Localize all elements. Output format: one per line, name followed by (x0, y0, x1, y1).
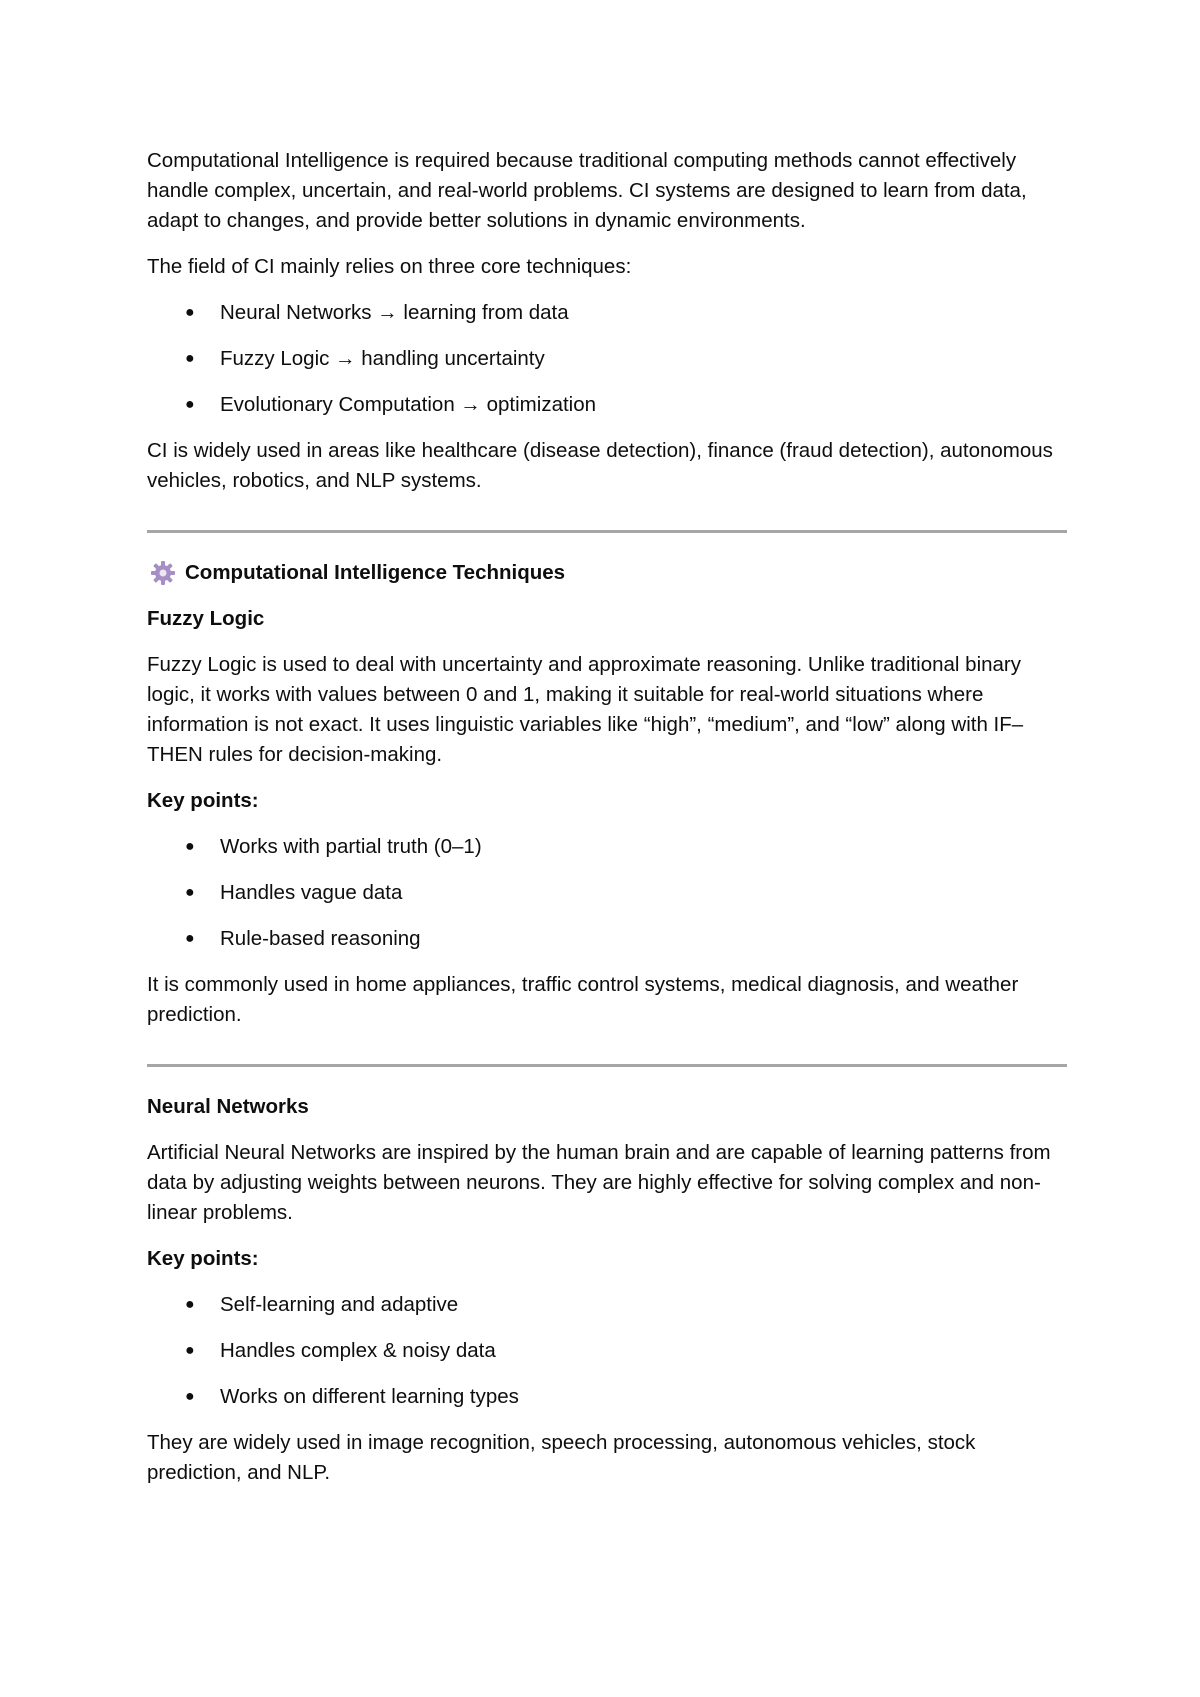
bullet-icon: ● (185, 304, 195, 321)
list-item-text: Handles complex & noisy data (220, 1339, 496, 1362)
section-divider (147, 530, 1067, 533)
neural-networks-heading: Neural Networks (147, 1095, 309, 1118)
bullet-icon: ● (185, 838, 195, 855)
list-item (147, 1290, 1067, 1320)
list-item (147, 832, 1067, 862)
core-techniques-list (147, 298, 1067, 420)
fuzzy-key-points-list (147, 832, 1067, 954)
bullet-icon: ● (185, 930, 195, 947)
list-item-text: Fuzzy Logic → handling uncertainty (220, 347, 545, 370)
list-item-text: Self-learning and adaptive (220, 1293, 459, 1316)
list-item (147, 1382, 1067, 1412)
list-item-text: Neural Networks → learning from data (220, 301, 569, 324)
intro-techniques-lead: The field of CI mainly relies on three core techniques: (147, 255, 632, 278)
neural-key-points-list (147, 1290, 1067, 1412)
list-item-text: Works with partial truth (0–1) (220, 835, 482, 858)
list-item (147, 878, 1067, 908)
list-item (147, 344, 1067, 374)
list-item-text: Handles vague data (220, 881, 403, 904)
gear-icon (150, 560, 176, 586)
intro-paragraph: Computational Intelligence is required because traditional computing methods cannot effectively handle complex, uncertain, and real-world problems. CI systems are designed to learn from data, adapt to changes, and provide better solutions in dynamic environments. (147, 149, 1027, 232)
list-item-text: Rule-based reasoning (220, 927, 421, 950)
list-item-text: Works on different learning types (220, 1385, 519, 1408)
bullet-icon: ● (185, 1296, 195, 1313)
bullet-icon: ● (185, 1388, 195, 1405)
list-item (147, 390, 1067, 420)
list-item (147, 298, 1067, 328)
neural-key-points-label: Key points: (147, 1247, 259, 1270)
fuzzy-logic-heading: Fuzzy Logic (147, 607, 265, 630)
bullet-icon: ● (185, 884, 195, 901)
fuzzy-applications-paragraph: It is commonly used in home appliances, traffic control systems, medical diagnosis, and weather prediction. (147, 973, 1019, 1026)
document-page (147, 146, 1067, 1488)
intro-applications-paragraph: CI is widely used in areas like healthcare (disease detection), finance (fraud detection), autonomous vehicles, robotics, and NLP systems. (147, 439, 1053, 492)
bullet-icon: ● (185, 396, 195, 413)
neural-applications-paragraph: They are widely used in image recognition, speech processing, autonomous vehicles, stock prediction, and NLP. (147, 1431, 976, 1484)
section-title (147, 558, 1067, 588)
section-title-text: Computational Intelligence Techniques (185, 561, 566, 584)
list-item (147, 1336, 1067, 1366)
fuzzy-key-points-label: Key points: (147, 789, 259, 812)
list-item-text: Evolutionary Computation → optimization (220, 393, 597, 416)
neural-networks-description: Artificial Neural Networks are inspired by the human brain and are capable of learning patterns from data by adjusting weights between neurons. They are highly effective for solving complex and non-linear problems. (147, 1141, 1051, 1224)
bullet-icon: ● (185, 350, 195, 367)
section-divider (147, 1064, 1067, 1067)
fuzzy-logic-description: Fuzzy Logic is used to deal with uncertainty and approximate reasoning. Unlike traditional binary logic, it works with values between 0 and 1, making it suitable for real-world situations where information is not exact. It uses linguistic variables like “high”, “medium”, and “low” along with IF–THEN rules for decision-making. (147, 653, 1024, 766)
bullet-icon: ● (185, 1342, 195, 1359)
list-item (147, 924, 1067, 954)
